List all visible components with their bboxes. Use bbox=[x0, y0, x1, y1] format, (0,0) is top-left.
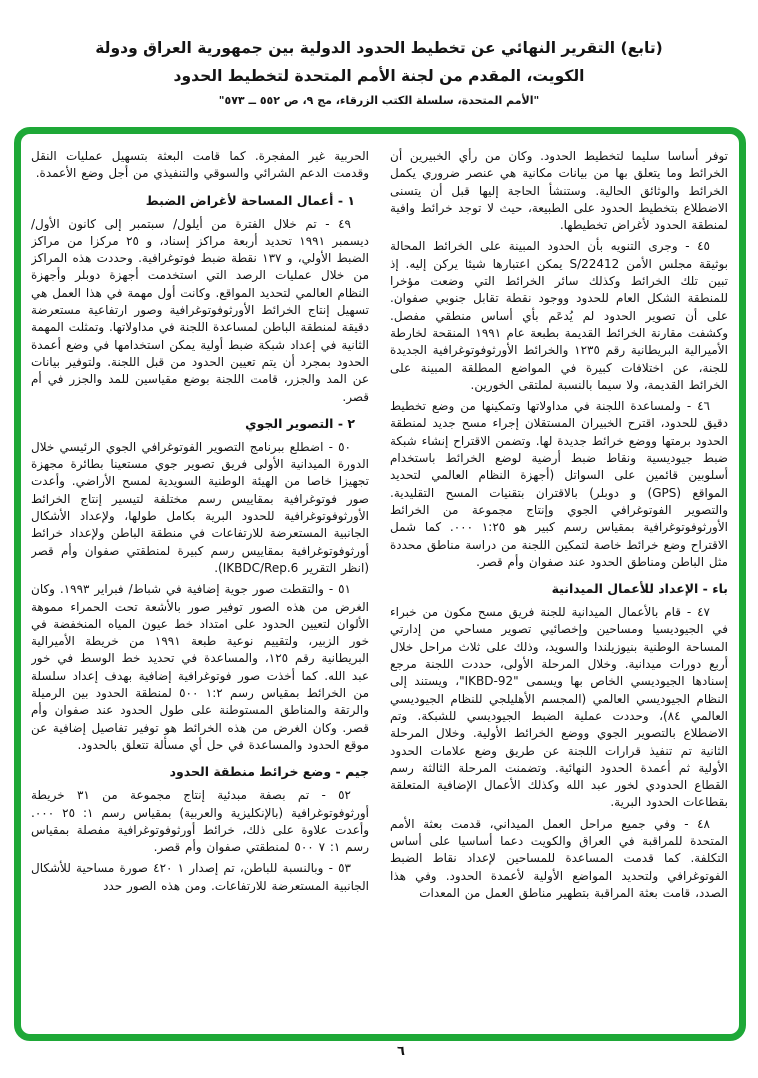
page-number: ٦ bbox=[397, 1044, 405, 1059]
section-heading-c-boundary-maps: جيم - وضع خرائط منطقة الحدود bbox=[169, 764, 369, 780]
green-border-frame bbox=[14, 127, 746, 1041]
column-right bbox=[390, 148, 728, 1000]
paragraph-48-continuation: الحربية غير المفجرة. كما قامت البعثة بتسهيل عمليات النقل وقدمت الدعم الشرائي والسوقي والتنفيذي من أجل وضع الأعمدة. bbox=[31, 149, 369, 181]
two-column-text-area bbox=[21, 134, 739, 1010]
title-citation: "الأمم المتحدة، سلسلة الكتب الزرقاء، مج ٩، ص ٥٥٢ ــ ٥٧٣" bbox=[218, 94, 540, 107]
paragraph-45: ٤٥ - وجرى التنويه بأن الحدود المبينة على الخرائط المحالة بوثيقة مجلس الأمن S/22412 يمكن اعتبارها شيئا يركن إليه. إذ تبين تلك الخرائط وكذلك سائر الخرائط التي وضعت مؤخرا للمنطقة الشكل العام للحدود ووجود نقطة تقابل جنوبي صفوان. على أن تصوير الحدود لم يُدعَم بأي أساس منطقي مفصل. وكشفت مقارنة الخرائط القديمة بطبعة عام ١٩٩١ المنقحة لخارطة الأميرالية البريطانية رقم ١٢٣٥ والخرائط الأورثوفوتوغرافية الجديدة للجنة، عن اختلافات كبيرة في المواضع المطلقة المبينة على الخرائط القديمة، ولا سيما بالنسبة لملتقى الخورين. bbox=[390, 239, 728, 392]
document-title-block bbox=[0, 34, 758, 109]
paragraph-46: ٤٦ - ولمساعدة اللجنة في مداولاتها وتمكينها من وضع تخطيط دقيق للحدود، اقترح الخبيران المستقلان إجراء مسح جديد لمنطقة الحدود برمتها ووضع خرائط جديدة لها. وتضمن الاقتراح إنشاء شبكة ضبط جيوديسية ونقاط ضبط أرضية لوضع الخرائط باستخدام أسلوبين قائمين على السواتل (أجهزة النظام العالمي لتحديد المواقع (GPS) و دوبلر) بالاقتران بتقنيات المسح التقليدية. والتصوير الفوتوغرافي الجوي وإنتاج مجموعة من الخرائط الأورثوفوتوغرافية بمقياس رسم كبير هو ١:٢٥ ٠٠٠. كما شمل الاقتراح وضع خرائط خاصة لتمكين اللجنة من دراسة مناطق محددة مثل الباطن ومناطق الحدود عند صفوان وأم قصر. bbox=[390, 399, 728, 569]
section-heading-1-survey-control: ١ - أعمال المساحة لأغراض الضبط bbox=[145, 192, 355, 208]
paragraph-49: ٤٩ - تم خلال الفترة من أيلول/ سبتمبر إلى كانون الأول/ ديسمبر ١٩٩١ تحديد أربعة مراكز إسناد، و ٢٥ مركزا من مراكز الضبط الأولي، و ١٣٧ نقطة ضبط فوتوغرافية. وحددت هذه المراكز من خلال عمليات الرصد التي استخدمت أجهزة دوبلر وأجهزة النظام العالمي لتحديد المواقع. وكانت أول مهمة في هذا العمل هي تسهيل إنتاج الخرائط الأورثوفوتوغرافية وصور ارتفاعية مستعرضة دقيقة لمنطقة الباطن لمساعدة اللجنة في مداولاتها. وتمثلت المهمة الثانية في إعداد شبكة ضبط أولية يمكن استخدامها في وضع أعمدة الحدود بمجرد أن يتم تعيين الحدود من قبل اللجنة. ولتوفير بيانات عن المد والجزر، قامت اللجنة بوضع مقياسين للمد والجزر في أم قصر. bbox=[31, 216, 369, 404]
title-line-1: (تابع) التقرير النهائي عن تخطيط الحدود الدولية بين جمهورية العراق ودولة bbox=[95, 39, 663, 57]
paragraph-47: ٤٧ - قام بالأعمال الميدانية للجنة فريق مسح مكون من خبراء في الجيوديسيا ومساحين وإخصائيي تصوير مساحي من إدارتي المساحة الوطنية بنيوزيلندا والسويد، وذلك على ثلاث مراحل خلال أربع دورات ميدانية. وخلال المرحلة الأولى، حددت اللجنة مرجع إسنادها الجيوديسي الخاص بها ويسمى "IKBD-92"، ويستند إلى النظام الجيوديسي العالمي (المجسم الأهليلجي للنظام الجيوديسي العالمي ٨٤)، وحددت عملية الضبط الجيوديسي للشبكة. وتم الاضطلاع بالتصوير الجوي ووضع الخرائط الأولية. وخلال المرحلة الثانية تم تنفيذ قرارات اللجنة عن طريق وضع علامات الحدود الأولية ثم أعمدة الحدود النهائية. وتضمنت المرحلة الثالثة رسم القطاع الحدودي لخور عبد الله وكذلك الأعمال الإضافية المتعلقة بقطاعات الحدود البرية. bbox=[390, 605, 728, 810]
column-left bbox=[31, 148, 369, 1000]
paragraph-52: ٥٢ - تم بصفة مبدئية إنتاج مجموعة من ٣١ خريطة أورثوفوتوغرافية (بالإنكليزية والعربية) بمقياس رسم ١: ٢٥ ٠٠٠. وأعدت علاوة على ذلك، خرائط أورثوفوتوغرافية مفصلة بمقياس رسم ١: ٧ ٥٠٠ لمنطقتي صفوان وأم قصر. bbox=[31, 788, 369, 855]
paragraph-53: ٥٣ - وبالنسبة للباطن، تم إصدار ١ ٤٢٠ صورة مساحية للأشكال الجانبية المستعرضة للارتفاعات. ومن هذه الصور حدد bbox=[31, 861, 369, 893]
paragraph-44-continuation: توفر أساسا سليما لتخطيط الحدود. وكان من رأي الخبيرين أن الخرائط وما يتعلق بها من بيانات مكانية هي عنصر ضروري يكمل الخرائط والوثائق الحالية. وستنشأ الحاجة إليها قبل أن يتسنى الاضطلاع بتخطيط الحدود على الطبيعة، حيث لا توجد خرائط وافية لمنطقة الحدود لأغراض تخطيطها. bbox=[390, 149, 728, 233]
paragraph-50: ٥٠ - اضطلع ببرنامج التصوير الفوتوغرافي الجوي الرئيسي خلال الدورة الميدانية الأولى فريق تصوير جوي مستعينا بطائرة مجهزة تجهيزا خاصا من الهيئة الوطنية السويدية لمسح الأراضي. وأعدت صور فوتوغرافية بمقاييس رسم مختلفة لتيسير إنتاج الخرائط الأورثوفوتوغرافية للحدود البرية بكامل طولها، ولإعداد الأشكال الجانبية المستعرضة للارتفاعات في منطقة الباطن ولإعداد خرائط أورثوفوتوغرافية بمقاييس رسم كبيرة لمنطقتي صفوان وأم قصر (انظر التقرير IKBDC/Rep.6). bbox=[31, 439, 369, 575]
section-heading-b-field-preparation: باء - الإعداد للأعمال الميدانية bbox=[551, 581, 728, 597]
section-heading-2-aerial-photography: ٢ - التصوير الجوي bbox=[245, 415, 355, 431]
title-line-2: الكويت، المقدم من لجنة الأمم المتحدة لتخطيط الحدود bbox=[173, 67, 585, 85]
paragraph-51: ٥١ - والتقطت صور جوية إضافية في شباط/ فبراير ١٩٩٣. وكان الغرض من هذه الصور توفير صور بالأشعة تحت الحمراء مموهة الألوان لتعيين الحدود على امتداد خط عيون المياه المنخفضة في خور الزبير، ولتقييم نوعية طبعة ١٩٩١ من خريطة الأميرالية البريطانية رقم ١٢٥، والمساعدة في تحديد خط الوسط في خور عبد الله. كما أخذت صور فوتوغرافية إضافية بهدف إعداد سلسلة من الخرائط بمقياس رسم ١:٢ ٥٠٠ لمنطقة الحدود بين الرميلة والرتقة والمناطق المستوطنة على طول الحدود عند صفوان وأم قصر. وكان الغرض من هذه الخرائط هو توفير تفاصيل إضافية عن موقع الحدود والمساعدة في حل أي مسألة تتعلق بالحدود. bbox=[31, 582, 369, 752]
paragraph-48: ٤٨ - وفي جميع مراحل العمل الميداني، قدمت بعثة الأمم المتحدة للمراقبة في العراق والكويت دعما أساسيا على أساس التكلفة. كما قدمت المساعدة للمساحين لإعداد نقاط الضبط الفوتوغرافي ولتحديد المواضع الأولية لأعمدة الحدود. وفي هذا الصدد، قامت بعثة المراقبة بتطهير مناطق العمل من المعدات bbox=[390, 816, 728, 900]
